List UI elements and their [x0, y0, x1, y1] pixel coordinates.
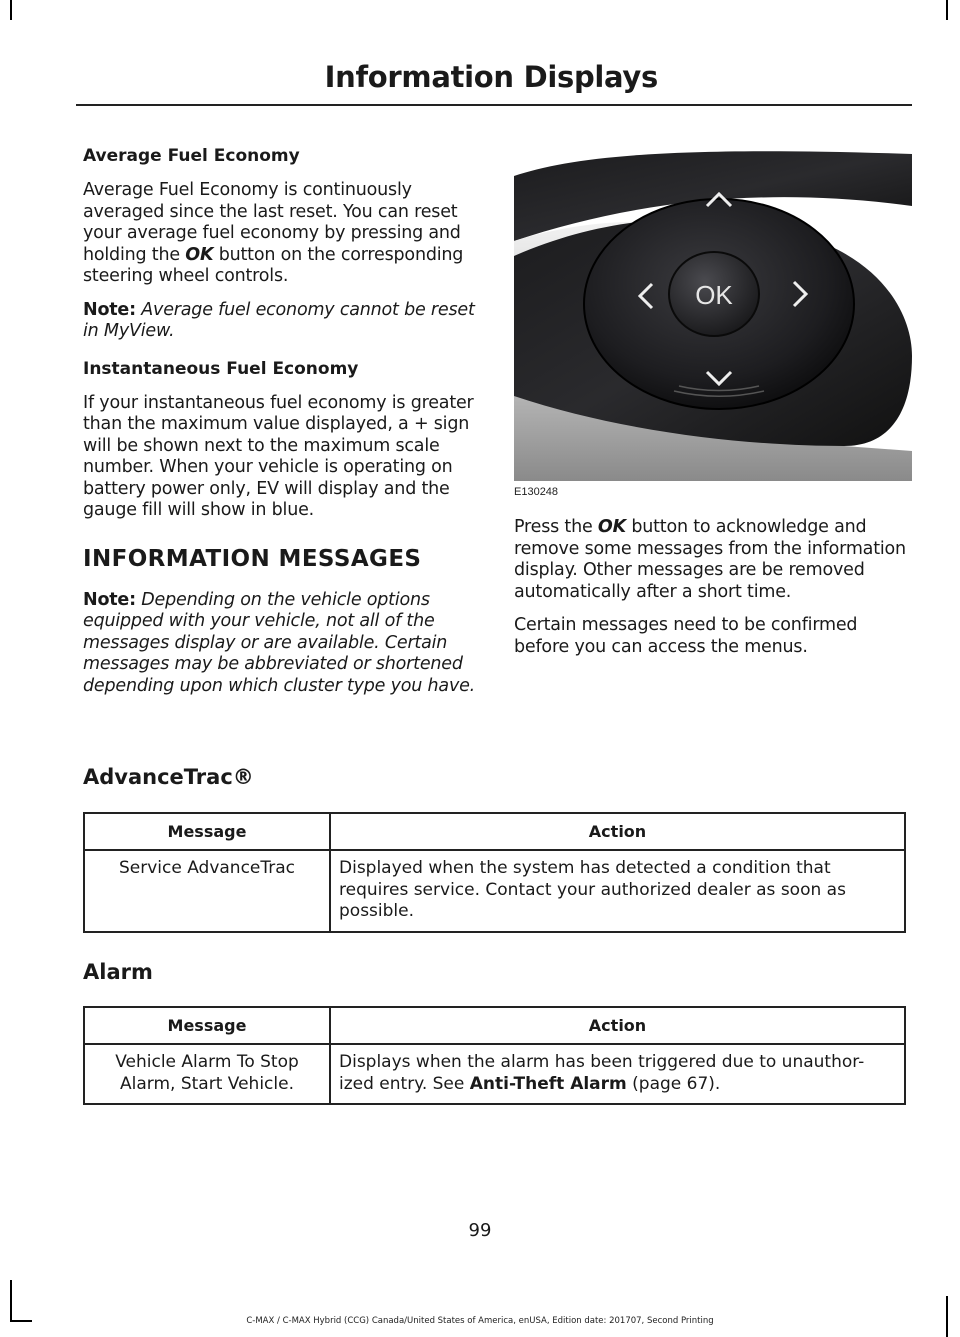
column-header-message: Message: [84, 813, 330, 850]
crop-mark-top-right-v: [946, 0, 948, 20]
steering-wheel-controls-illustration: [514, 146, 912, 486]
advancetrac-table: [83, 812, 906, 933]
column-header-message: Message: [84, 1007, 330, 1044]
table-header-row: [84, 1007, 905, 1044]
ok-text-2: button to acknowledge and remove some messages from the information display. Other messages are be removed automatically after a short time.: [514, 517, 906, 602]
page-number: 99: [468, 1220, 492, 1241]
table-header-row: [84, 813, 905, 850]
message-cell: Vehicle Alarm To Stop Alarm, Start Vehicle.: [84, 1044, 330, 1104]
advancetrac-heading: AdvanceTrac®: [83, 765, 254, 789]
ok-inline: OK: [597, 517, 626, 537]
action-text-2: (page 67).: [626, 1073, 721, 1094]
action-cell: Displayed when the system has detected a condition that requires service. Contact your authorized dealer as soon as possible.: [330, 850, 905, 932]
crop-mark-bottom-left: [10, 1280, 12, 1320]
message-cell: Service AdvanceTrac: [84, 850, 330, 932]
footer-text: C-MAX / C-MAX Hybrid (CCG) Canada/United States of America, enUSA, Edition date: 201707, Second Printing: [246, 1316, 714, 1326]
info-messages-note: [83, 590, 478, 698]
avg-fuel-text-1: Average Fuel Economy is continuously averaged since the last reset. You can reset your average fuel economy by pressing and holding the: [83, 180, 461, 265]
action-cell: [330, 1044, 905, 1104]
avg-fuel-note: [83, 300, 478, 343]
column-header-action: Action: [330, 1007, 905, 1044]
alarm-table: [83, 1006, 906, 1105]
header-divider: [76, 104, 912, 106]
page-title: Information Displays: [324, 60, 658, 94]
table-row: [84, 850, 905, 932]
ok-inline: OK: [185, 244, 214, 265]
crop-mark-top-left-v: [10, 0, 12, 20]
avg-fuel-paragraph: [83, 180, 478, 288]
right-column: [514, 517, 906, 670]
table-row: [84, 1044, 905, 1104]
ok-button-label: OK: [695, 280, 733, 310]
action-text-1: Displays when the alarm has been triggered due to unauthor-ized entry. See: [339, 1052, 865, 1094]
confirm-paragraph: Certain messages need to be confirmed before you can access the menus.: [514, 615, 858, 657]
anti-theft-alarm-link[interactable]: Anti-Theft Alarm: [469, 1073, 627, 1094]
note-text: Average fuel economy cannot be reset in MyView.: [83, 299, 475, 341]
steering-controls-figure: [514, 146, 912, 498]
inst-fuel-paragraph: If your instantaneous fuel economy is greater than the maximum value displayed, a + sign will be shown next to the maximum scale number. When your vehicle is operating on battery power only, EV will display and the gauge fill will show in blue.: [83, 392, 474, 520]
figure-code: E130248: [514, 486, 559, 498]
avg-fuel-heading: Average Fuel Economy: [83, 146, 300, 166]
ok-button-paragraph: [514, 517, 906, 603]
note-label: Note:: [83, 589, 136, 610]
ok-text-1: Press the: [514, 517, 598, 537]
inst-fuel-heading: Instantaneous Fuel Economy: [83, 358, 359, 379]
note-label: Note:: [83, 299, 136, 320]
left-column: [83, 146, 478, 709]
note-text: Depending on the vehicle options equipped with your vehicle, not all of the messages display or are available. Certain messages may be abbreviated or shortened depending upon which cluster type you have.: [83, 589, 476, 696]
alarm-heading: Alarm: [83, 960, 153, 984]
avg-fuel-text-2: button on the corresponding steering wheel controls.: [83, 244, 464, 286]
info-messages-heading: INFORMATION MESSAGES: [83, 545, 422, 572]
column-header-action: Action: [330, 813, 905, 850]
